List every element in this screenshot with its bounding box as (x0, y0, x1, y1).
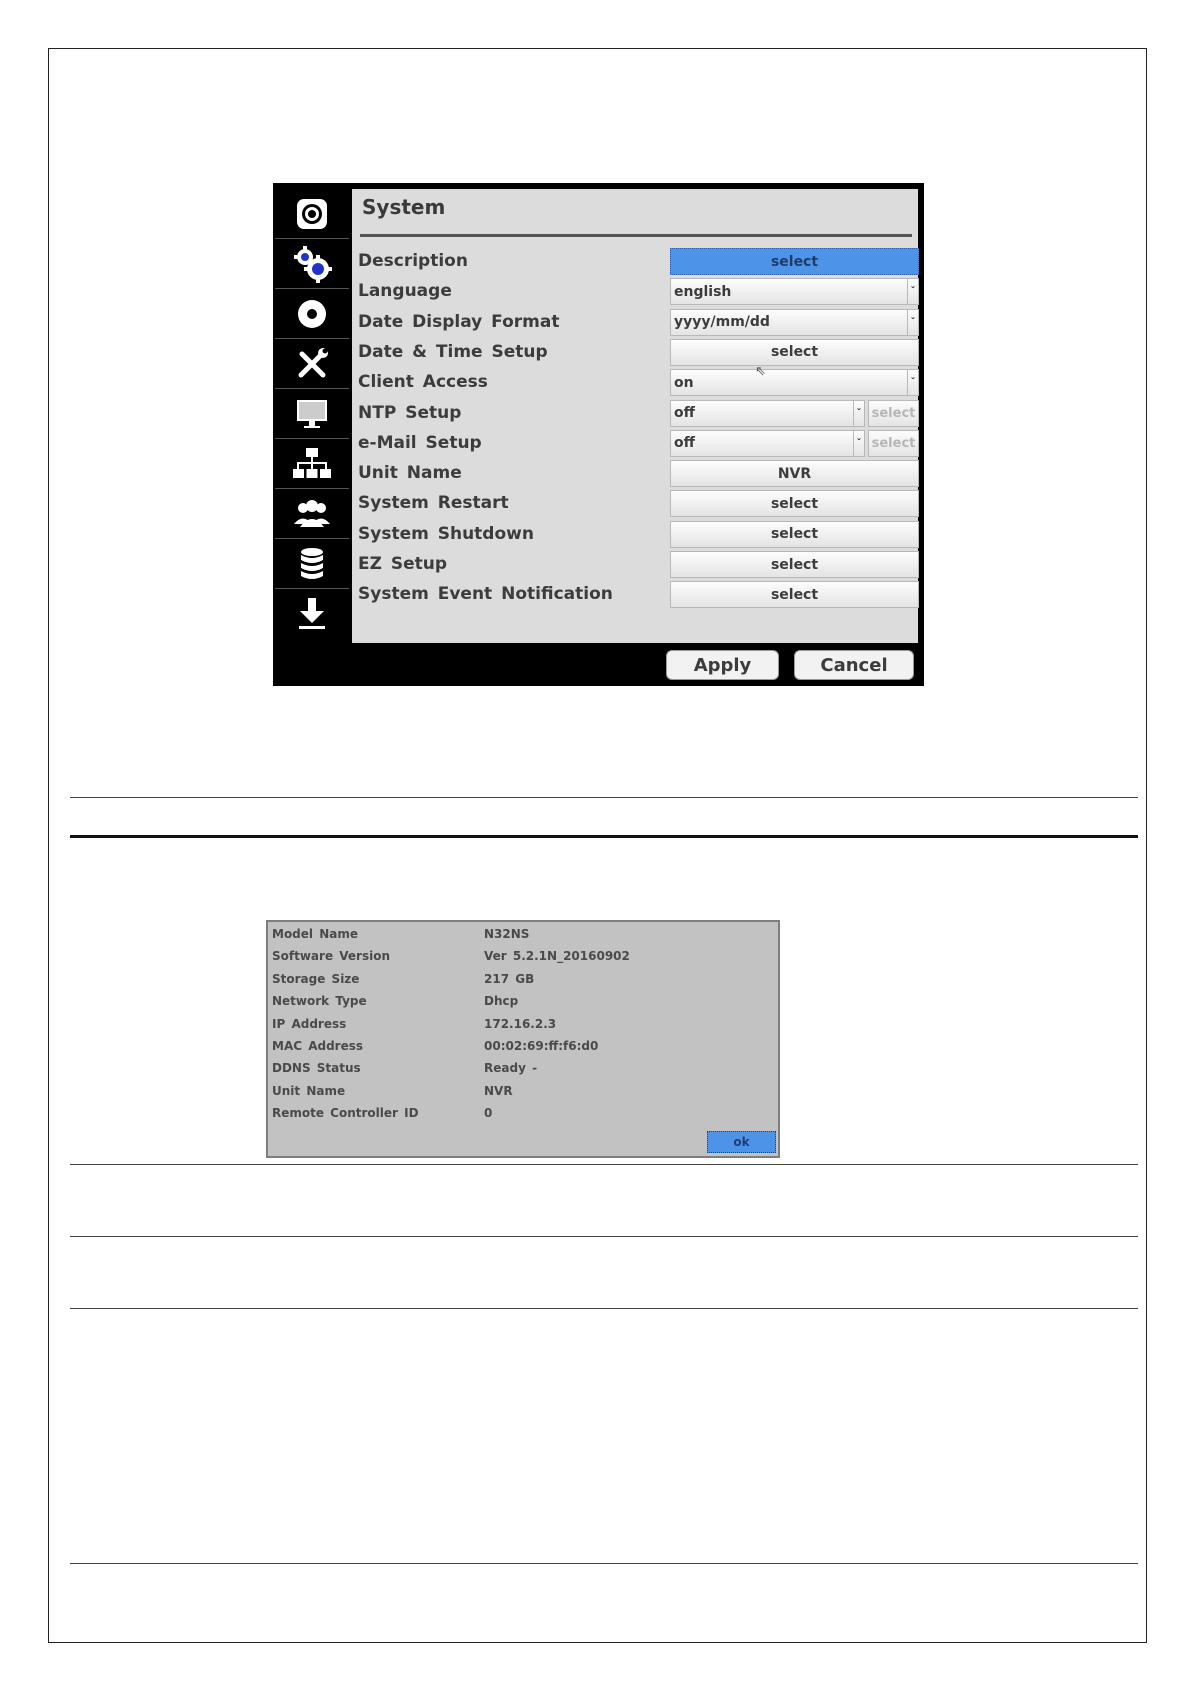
info-label: Network Type (272, 994, 367, 1009)
info-label: Model Name (272, 927, 358, 941)
info-label: IP Address (272, 1016, 347, 1031)
setting-button[interactable]: select (670, 490, 919, 517)
info-value: Ver 5.2.1N_20160902 (484, 949, 630, 964)
dropdown-value: off (674, 435, 695, 452)
divider (70, 1563, 1138, 1564)
setting-row (352, 247, 918, 277)
info-value: 0 (484, 1106, 493, 1121)
setting-row (352, 489, 918, 519)
cancel-button[interactable]: Cancel (794, 650, 914, 680)
title-divider (360, 234, 912, 237)
sidebar-item-update[interactable] (275, 589, 349, 639)
info-row (268, 925, 778, 945)
setting-label: Date & Time Setup (358, 341, 548, 362)
dropdown-value: yyyy/mm/dd (674, 314, 770, 331)
setting-row (352, 520, 918, 550)
setting-label: Client Access (358, 372, 488, 393)
gears-icon (292, 244, 332, 284)
setting-button[interactable]: select (670, 521, 919, 548)
sidebar-item-storage[interactable] (275, 539, 349, 589)
divider (70, 1308, 1138, 1309)
system-info-dialog (266, 920, 780, 1158)
info-row (268, 1104, 778, 1124)
system-panel (352, 189, 918, 643)
sidebar-item-disc[interactable] (275, 289, 349, 339)
dropdown-value: on (674, 374, 694, 391)
divider (70, 1164, 1138, 1165)
settings-sidebar (275, 189, 349, 644)
setting-label: EZ Setup (358, 554, 448, 574)
camera-icon (292, 194, 332, 234)
setting-select-button-disabled[interactable]: select (868, 430, 919, 457)
dropdown-value: off (674, 405, 695, 421)
setting-row (352, 368, 918, 398)
dropdown-value: english (674, 283, 732, 300)
info-value: 172.16.2.3 (484, 1016, 557, 1031)
database-icon (292, 544, 332, 584)
info-value: Dhcp (484, 994, 519, 1009)
mouse-cursor-icon: ⇖ (755, 364, 766, 379)
setting-row (352, 429, 918, 459)
setting-row (352, 550, 918, 580)
chevron-down-icon[interactable]: ˇ (853, 401, 864, 426)
setting-label: Description (358, 251, 468, 271)
setting-row (352, 459, 918, 489)
setting-label: System Restart (358, 493, 509, 514)
setting-label: Date Display Format (358, 311, 560, 332)
download-icon (292, 594, 332, 634)
sidebar-item-display[interactable] (275, 389, 349, 439)
info-label: MAC Address (272, 1039, 364, 1053)
chevron-down-icon[interactable]: ˇ (853, 431, 864, 456)
setting-row (352, 277, 918, 307)
setting-button[interactable]: NVR (670, 460, 919, 487)
sidebar-item-camera[interactable] (275, 189, 349, 239)
chevron-down-icon[interactable]: ˇ (907, 370, 918, 395)
info-value: Ready - (484, 1061, 538, 1076)
setting-dropdown[interactable] (670, 400, 865, 427)
divider (70, 797, 1138, 798)
info-value: N32NS (484, 927, 530, 941)
panel-title: System (362, 195, 446, 219)
sidebar-item-users[interactable] (275, 489, 349, 539)
sidebar-item-tools[interactable] (275, 339, 349, 389)
setting-row (352, 580, 918, 610)
chevron-down-icon[interactable]: ˇ (907, 279, 918, 304)
monitor-icon (292, 394, 332, 434)
setting-button[interactable]: select (670, 248, 919, 275)
setting-row (352, 308, 918, 338)
setting-button[interactable]: select (670, 339, 919, 366)
setting-label: NTP Setup (358, 402, 462, 423)
ok-button[interactable]: ok (707, 1131, 776, 1153)
info-label: Software Version (272, 949, 390, 964)
info-row (268, 970, 778, 990)
setting-row (352, 338, 918, 368)
setting-row (352, 399, 918, 429)
disc-icon (292, 294, 332, 334)
info-row (268, 1082, 778, 1102)
info-value: 00:02:69:ff:f6:d0 (484, 1039, 599, 1053)
setting-label: e-Mail Setup (358, 432, 482, 453)
info-label: Unit Name (272, 1083, 346, 1098)
info-row (268, 947, 778, 967)
setting-select-button-disabled[interactable]: select (868, 400, 919, 427)
info-row (268, 992, 778, 1012)
system-settings-screen (273, 183, 924, 686)
setting-dropdown[interactable] (670, 430, 865, 457)
setting-dropdown[interactable] (670, 278, 919, 305)
info-row (268, 1059, 778, 1079)
info-label: DDNS Status (272, 1061, 361, 1076)
divider (70, 1236, 1138, 1237)
network-icon (292, 444, 332, 484)
tools-icon (292, 344, 332, 384)
info-row (268, 1015, 778, 1035)
info-value: 217 GB (484, 971, 535, 986)
setting-label: System Shutdown (358, 523, 534, 544)
setting-label: Unit Name (358, 463, 462, 484)
info-value: NVR (484, 1083, 513, 1098)
info-label: Remote Controller ID (272, 1106, 419, 1121)
setting-button[interactable]: select (670, 551, 919, 578)
setting-label: System Event Notification (358, 584, 613, 605)
setting-dropdown[interactable] (670, 309, 919, 336)
sidebar-item-system[interactable] (275, 239, 349, 289)
apply-button[interactable]: Apply (666, 650, 779, 680)
info-label: Storage Size (272, 971, 360, 986)
setting-button[interactable]: select (670, 581, 919, 608)
chevron-down-icon[interactable]: ˇ (907, 310, 918, 335)
users-icon (292, 494, 332, 534)
info-row (268, 1037, 778, 1057)
setting-dropdown[interactable] (670, 369, 919, 396)
setting-label: Language (358, 281, 452, 302)
sidebar-item-network[interactable] (275, 439, 349, 489)
divider-thick (70, 835, 1138, 838)
